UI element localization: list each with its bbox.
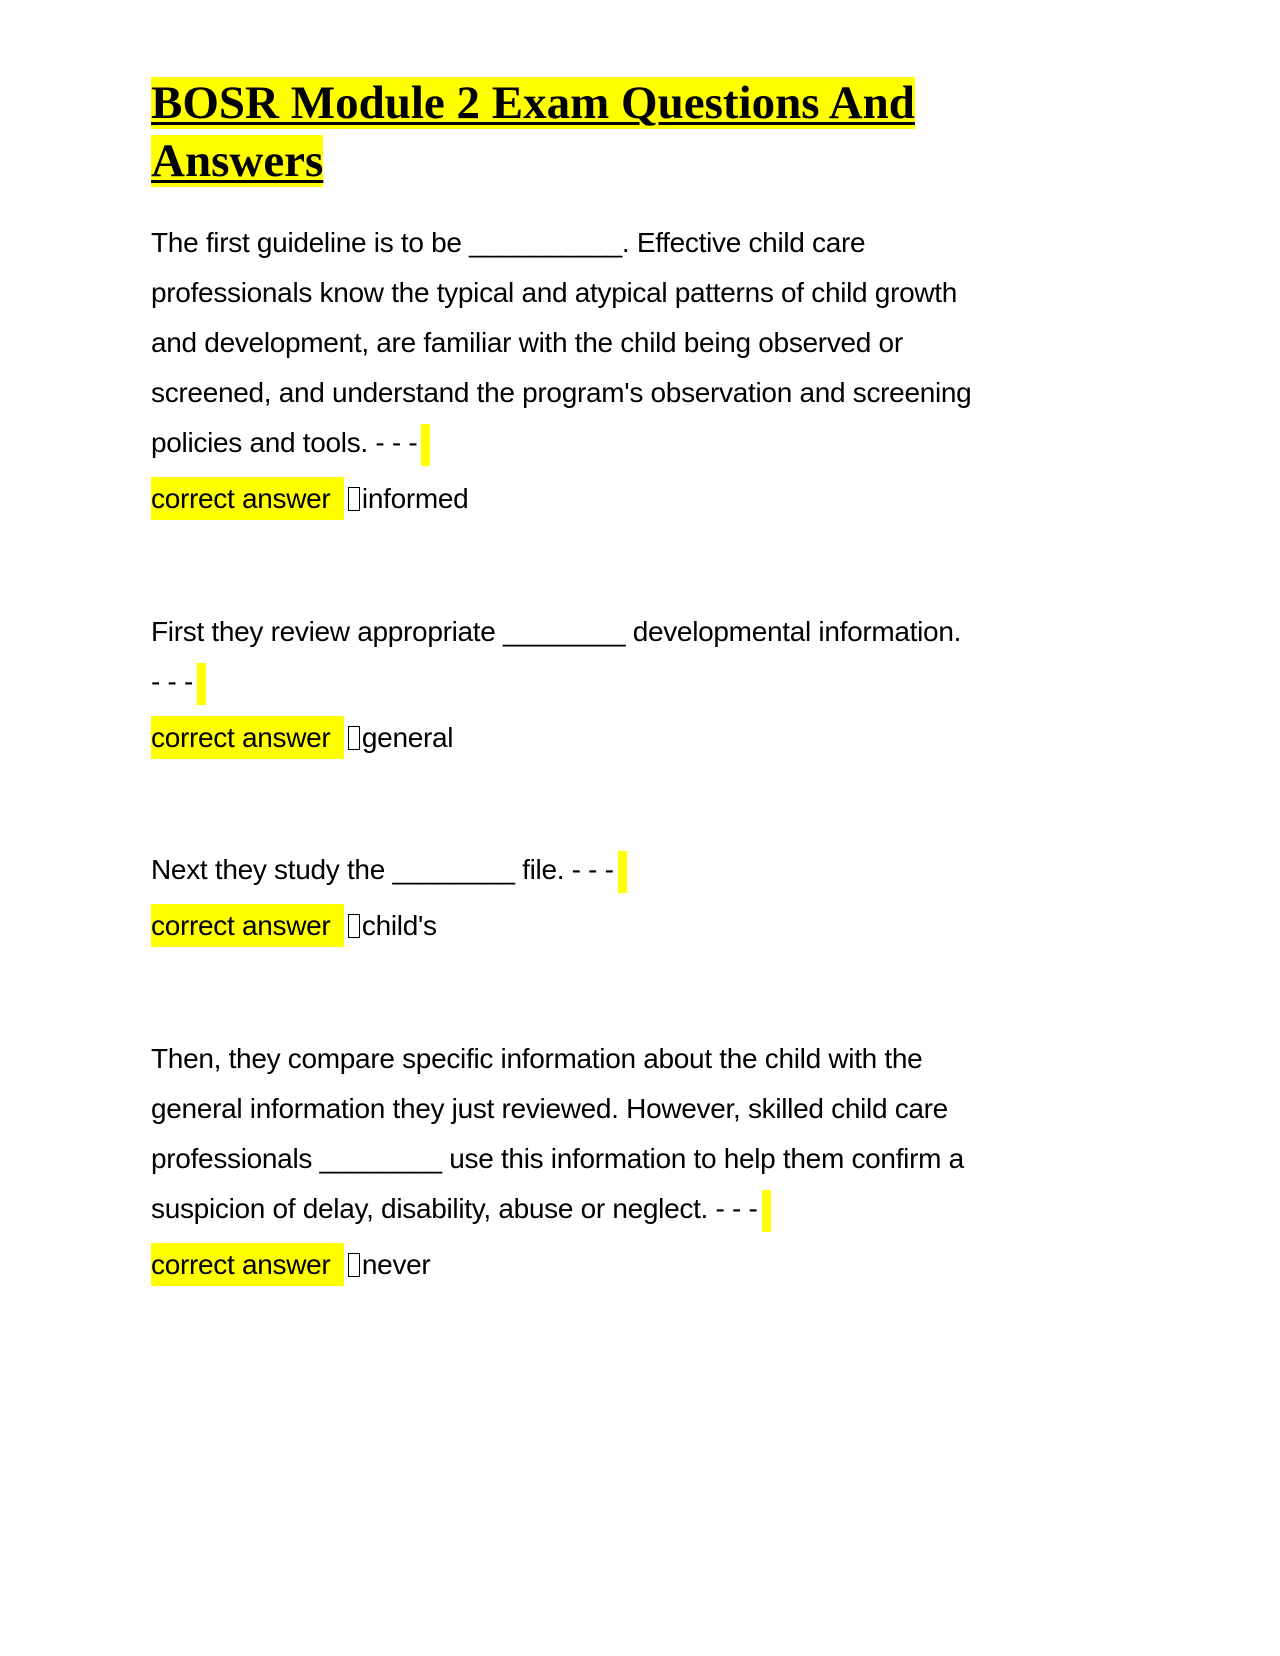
highlight-mark (762, 1190, 771, 1232)
question-text: Then, they compare specific information about the child with the (151, 1043, 923, 1074)
question-block (151, 218, 971, 524)
question-block (151, 607, 961, 763)
question-line (151, 1134, 964, 1184)
title-line-1: BOSR Module 2 Exam Questions And (151, 77, 915, 129)
question-line (151, 418, 971, 468)
question-block (151, 845, 627, 951)
question-text: suspicion of delay, disability, abuse or neglect. - - - (151, 1193, 758, 1224)
answer-label: correct answer (151, 477, 344, 520)
answer-line (151, 474, 971, 524)
question-text: policies and tools. - - - (151, 427, 418, 458)
question-block (151, 1034, 964, 1290)
question-text: and development, are familiar with the child being observed or (151, 327, 903, 358)
question-text: The first guideline is to be __________. Effective child care (151, 227, 866, 258)
answer-label: correct answer (151, 904, 344, 947)
question-line (151, 318, 971, 368)
answer-text: never (361, 1249, 431, 1280)
question-line (151, 1034, 964, 1084)
question-text: First they review appropriate ________ developmental information. (151, 616, 962, 647)
question-line (151, 268, 971, 318)
question-line (151, 218, 971, 268)
missing-glyph-icon (348, 726, 360, 750)
answer-label: correct answer (151, 1243, 344, 1286)
title-line-2: Answers (151, 135, 324, 187)
question-line (151, 657, 961, 707)
answer-line (151, 1240, 964, 1290)
highlight-mark (197, 663, 206, 705)
question-text: - - - (151, 666, 194, 697)
question-text: screened, and understand the program's observation and screening (151, 377, 972, 408)
question-line (151, 368, 971, 418)
document-title (151, 74, 915, 190)
answer-label: correct answer (151, 716, 344, 759)
highlight-mark (618, 851, 627, 893)
question-text: Next they study the ________ file. - - - (151, 854, 614, 885)
question-line (151, 1084, 964, 1134)
missing-glyph-icon (348, 914, 360, 938)
answer-line (151, 901, 627, 951)
answer-text: general (361, 722, 454, 753)
question-line (151, 845, 627, 895)
highlight-mark (421, 424, 430, 466)
missing-glyph-icon (348, 1253, 360, 1277)
question-line (151, 607, 961, 657)
missing-glyph-icon (348, 487, 360, 511)
answer-text: informed (361, 483, 469, 514)
question-text: general information they just reviewed. However, skilled child care (151, 1093, 948, 1124)
question-line (151, 1184, 964, 1234)
question-text: professionals ________ use this information to help them confirm a (151, 1143, 964, 1174)
answer-line (151, 713, 961, 763)
answer-text: child's (361, 910, 437, 941)
question-text: professionals know the typical and atypical patterns of child growth (151, 277, 958, 308)
